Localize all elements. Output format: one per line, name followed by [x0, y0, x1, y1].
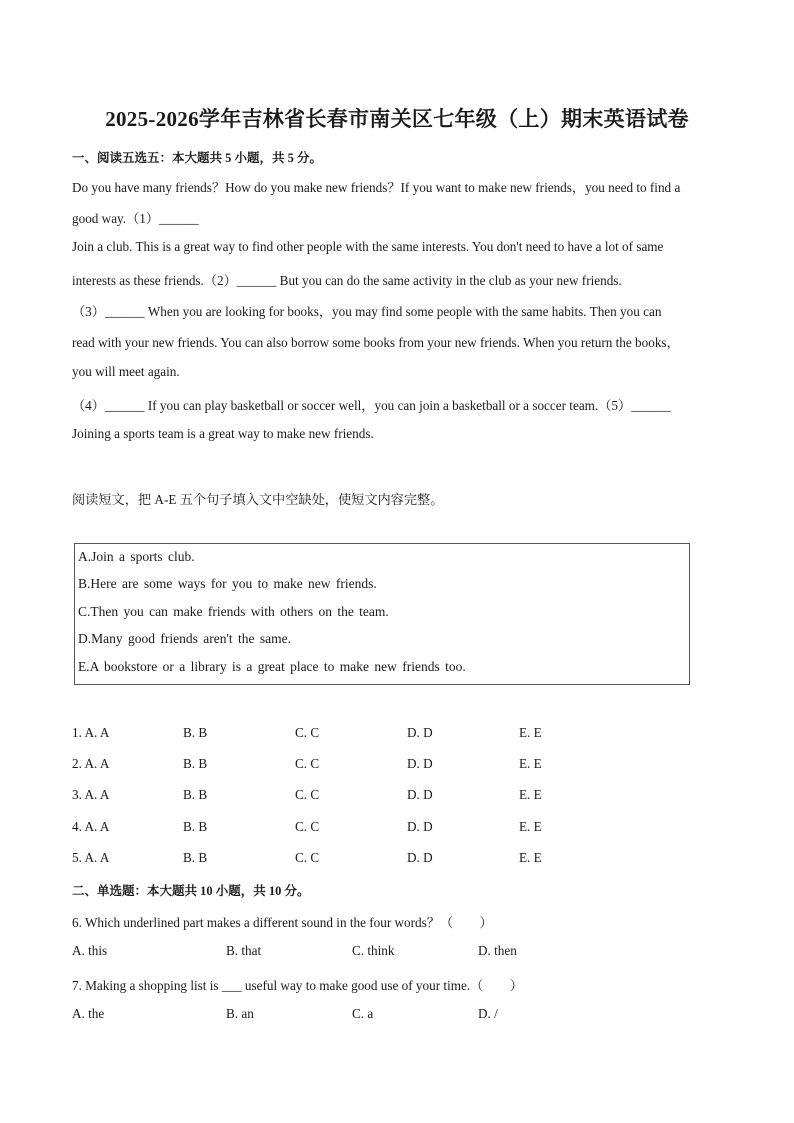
question-choice[interactable]: D. /: [478, 1006, 498, 1021]
answer-row: [72, 756, 632, 774]
section-1-heading: 一、阅读五选五：本大题共 5 小题，共 5 分。: [72, 151, 323, 165]
answer-choice[interactable]: D. D: [407, 787, 433, 802]
answer-choice[interactable]: 1. A. A: [72, 725, 110, 740]
question-stem: 6. Which underlined part makes a different sound in the four words？（ ）: [72, 915, 493, 930]
answer-choice[interactable]: D. D: [407, 850, 433, 865]
passage-line: good way.（1）______: [72, 211, 199, 226]
answer-choice[interactable]: B. B: [183, 725, 208, 740]
answer-choice[interactable]: E. E: [519, 850, 542, 865]
section-2-heading: 二、单选题：本大题共 10 小题，共 10 分。: [72, 884, 310, 898]
answer-row: [72, 850, 632, 868]
question-choices: [72, 943, 632, 961]
question-choice[interactable]: A. this: [72, 943, 108, 958]
answer-choice[interactable]: B. B: [183, 850, 208, 865]
answer-choice[interactable]: 4. A. A: [72, 819, 110, 834]
answer-choice[interactable]: C. C: [295, 725, 320, 740]
answer-choice[interactable]: C. C: [295, 850, 320, 865]
answer-choice[interactable]: C. C: [295, 819, 320, 834]
question-choice[interactable]: D. then: [478, 943, 517, 958]
option-a: A.Join a sports club.: [78, 549, 195, 564]
answer-choice[interactable]: 2. A. A: [72, 756, 110, 771]
passage-line: Joining a sports team is a great way to make new friends.: [72, 426, 374, 441]
answer-choice[interactable]: 5. A. A: [72, 850, 110, 865]
question-choices: [72, 1006, 632, 1024]
page-title: 2025-2026学年吉林省长春市南关区七年级（上）期末英语试卷: [105, 107, 689, 131]
option-d: D.Many good friends aren't the same.: [78, 631, 292, 646]
passage-line: read with your new friends. You can also borrow some books from your new friends. When you return the books，: [72, 335, 680, 350]
answer-choice[interactable]: 3. A. A: [72, 787, 110, 802]
answer-choice[interactable]: B. B: [183, 819, 208, 834]
answer-row: [72, 819, 632, 837]
question-choice[interactable]: C. a: [352, 1006, 374, 1021]
question-choice[interactable]: B. an: [226, 1006, 254, 1021]
question-choice[interactable]: C. think: [352, 943, 395, 958]
answer-choice[interactable]: D. D: [407, 819, 433, 834]
passage-line: interests as these friends.（2）______ But you can do the same activity in the club as your new friends.: [72, 273, 622, 288]
option-b: B.Here are some ways for you to make new friends.: [78, 576, 377, 591]
question-choice[interactable]: B. that: [226, 943, 262, 958]
answer-choice[interactable]: E. E: [519, 756, 542, 771]
answer-row: [72, 787, 632, 805]
options-box: [74, 543, 690, 685]
instruction-text: 阅读短文，把 A-E 五个句子填入文中空缺处，使短文内容完整。: [72, 492, 444, 507]
answer-row: [72, 725, 632, 743]
passage-line: you will meet again.: [72, 364, 180, 379]
answer-choice[interactable]: C. C: [295, 756, 320, 771]
answer-choice[interactable]: B. B: [183, 756, 208, 771]
answer-choice[interactable]: B. B: [183, 787, 208, 802]
question-choice[interactable]: A. the: [72, 1006, 105, 1021]
answer-choice[interactable]: D. D: [407, 756, 433, 771]
answer-choice[interactable]: E. E: [519, 787, 542, 802]
answer-choice[interactable]: C. C: [295, 787, 320, 802]
answer-choice[interactable]: E. E: [519, 725, 542, 740]
answer-choice[interactable]: E. E: [519, 819, 542, 834]
answer-choice[interactable]: D. D: [407, 725, 433, 740]
question-stem: 7. Making a shopping list is ___ useful way to make good use of your time.（ ）: [72, 978, 523, 993]
option-e: E.A bookstore or a library is a great place to make new friends too.: [78, 659, 466, 674]
passage-line: Do you have many friends？How do you make new friends？If you want to make new friends，you need to find a: [72, 180, 681, 195]
option-c: C.Then you can make friends with others on the team.: [78, 604, 389, 619]
passage-line: （4）______ If you can play basketball or soccer well，you can join a basketball or a soccer team.（5）______: [72, 398, 671, 413]
passage-line: （3）______ When you are looking for books，you may find some people with the same habits. Then you can: [72, 304, 662, 319]
passage-line: Join a club. This is a great way to find other people with the same interests. You don't need to have a lot of same: [72, 239, 664, 254]
